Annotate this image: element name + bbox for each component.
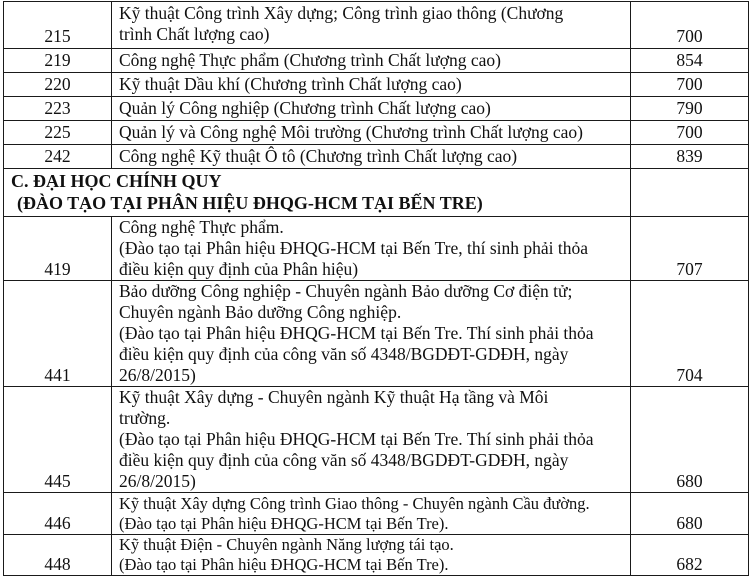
program-name bbox=[112, 121, 631, 145]
program-score: 839 bbox=[631, 145, 749, 169]
table-row bbox=[4, 217, 749, 281]
program-score: 704 bbox=[631, 281, 749, 387]
program-code: 225 bbox=[4, 121, 112, 145]
program-name bbox=[112, 493, 631, 535]
section-title-line-2: (ĐÀO TẠO TẠI PHÂN HIỆU ĐHQG-HCM TẠI BẾN TRE) bbox=[17, 193, 483, 213]
program-code: 242 bbox=[4, 145, 112, 169]
program-name-line: Kỹ thuật Dầu khí (Chương trình Chất lượng cao) bbox=[119, 74, 462, 95]
program-name-line: Kỹ thuật Xây dựng Công trình Giao thông - Chuyên ngành Cầu đường. bbox=[119, 494, 590, 514]
program-score: 680 bbox=[631, 387, 749, 493]
section-title-line-1: C. ĐẠI HỌC CHÍNH QUY bbox=[11, 171, 222, 191]
program-code: 419 bbox=[4, 217, 112, 281]
program-code: 441 bbox=[4, 281, 112, 387]
program-score: 680 bbox=[631, 493, 749, 535]
program-name-line: (Đào tạo tại Phân hiệu ĐHQG-HCM tại Bến Tre, thí sinh phải thỏa bbox=[119, 237, 589, 258]
program-name-line: (Đào tạo tại Phân hiệu ĐHQG-HCM tại Bến Tre). bbox=[119, 513, 449, 533]
program-name bbox=[112, 387, 631, 493]
program-name bbox=[112, 49, 631, 73]
program-name-line: Quản lý Công nghiệp (Chương trình Chất lượng cao) bbox=[119, 98, 491, 119]
program-name-line: trường. bbox=[119, 408, 171, 429]
program-name-line: Công nghệ Thực phẩm (Chương trình Chất lượng cao) bbox=[119, 50, 502, 71]
table-row bbox=[4, 2, 749, 49]
program-code: 223 bbox=[4, 97, 112, 121]
program-name-line: điều kiện quy định của công văn số 4348/BGDĐT-GDĐH, ngày bbox=[119, 343, 569, 364]
program-code: 448 bbox=[4, 535, 112, 576]
program-name-line: Công nghệ Kỹ thuật Ô tô (Chương trình Chất lượng cao) bbox=[119, 146, 518, 167]
section-header-row bbox=[4, 169, 749, 217]
program-name-line: Chuyên ngành Bảo dưỡng Công nghiệp. bbox=[119, 302, 402, 323]
table-row bbox=[4, 387, 749, 493]
program-name bbox=[112, 73, 631, 97]
program-name bbox=[112, 281, 631, 387]
program-name bbox=[112, 217, 631, 281]
program-name-line: (Đào tạo tại Phân hiệu ĐHQG-HCM tại Bến Tre). bbox=[119, 554, 449, 574]
table-row bbox=[4, 281, 749, 387]
table-row bbox=[4, 97, 749, 121]
program-score: 700 bbox=[631, 2, 749, 49]
table-row bbox=[4, 121, 749, 145]
program-score: 700 bbox=[631, 73, 749, 97]
program-score: 854 bbox=[631, 49, 749, 73]
program-code: 446 bbox=[4, 493, 112, 535]
program-name-line: 26/8/2015) bbox=[119, 364, 196, 385]
program-code: 219 bbox=[4, 49, 112, 73]
program-name-line: Quản lý và Công nghệ Môi trường (Chương trình Chất lượng cao) bbox=[119, 122, 584, 143]
program-name-line: Kỹ thuật Điện - Chuyên ngành Năng lượng tái tạo. bbox=[119, 535, 454, 555]
table-row bbox=[4, 49, 749, 73]
section-score-empty bbox=[631, 169, 749, 217]
program-name-line: Kỹ thuật Công trình Xây dựng; Công trình giao thông (Chương bbox=[119, 3, 564, 23]
program-name-line: (Đào tạo tại Phân hiệu ĐHQG-HCM tại Bến Tre. Thí sinh phải thỏa bbox=[119, 322, 594, 343]
program-name-line: trình Chất lượng cao) bbox=[119, 23, 270, 44]
section-title bbox=[4, 169, 631, 217]
program-name-line: (Đào tạo tại Phân hiệu ĐHQG-HCM tại Bến Tre. Thí sinh phải thỏa bbox=[119, 428, 594, 449]
program-name-line: 26/8/2015) bbox=[119, 470, 196, 491]
table-row bbox=[4, 145, 749, 169]
table-row bbox=[4, 493, 749, 535]
program-name bbox=[112, 2, 631, 49]
program-name bbox=[112, 97, 631, 121]
program-name bbox=[112, 145, 631, 169]
program-name bbox=[112, 535, 631, 576]
program-code: 220 bbox=[4, 73, 112, 97]
program-name-line: Kỹ thuật Xây dựng - Chuyên ngành Kỹ thuật Hạ tầng và Môi bbox=[119, 387, 549, 408]
table-row bbox=[4, 73, 749, 97]
program-code: 445 bbox=[4, 387, 112, 493]
program-name-line: điều kiện quy định của công văn số 4348/BGDĐT-GDĐH, ngày bbox=[119, 449, 569, 470]
program-name-line: Công nghệ Thực phẩm. bbox=[119, 217, 284, 237]
program-name-line: điều kiện quy định của Phân hiệu) bbox=[119, 258, 359, 279]
program-name-line: Bảo dưỡng Công nghiệp - Chuyên ngành Bảo dưỡng Cơ điện tử; bbox=[119, 281, 573, 302]
table-row bbox=[4, 535, 749, 576]
admission-score-table bbox=[3, 1, 749, 576]
program-score: 707 bbox=[631, 217, 749, 281]
program-score: 790 bbox=[631, 97, 749, 121]
program-score: 682 bbox=[631, 535, 749, 576]
program-score: 700 bbox=[631, 121, 749, 145]
program-code: 215 bbox=[4, 2, 112, 49]
